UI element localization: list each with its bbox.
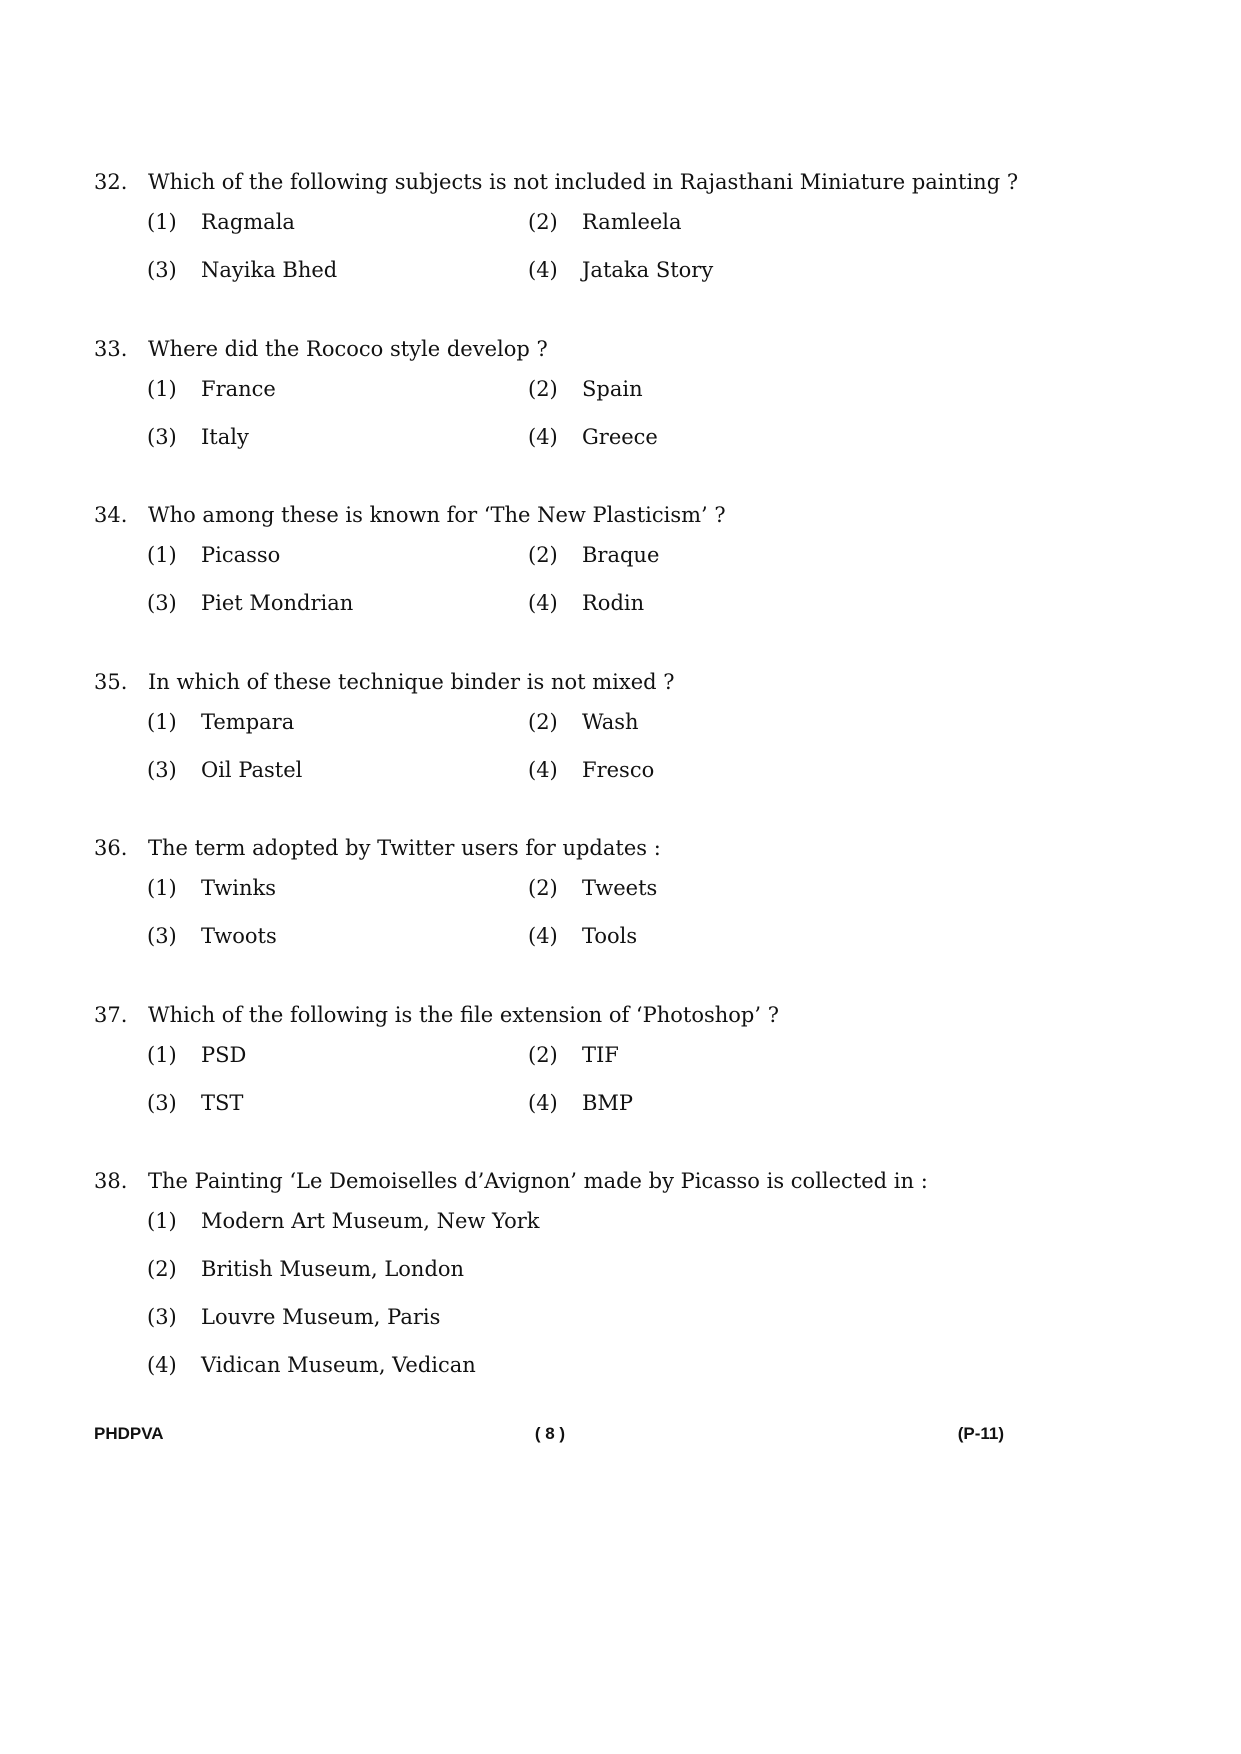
option-number: (3) <box>147 1091 177 1115</box>
option-number: (2) <box>528 1043 558 1067</box>
option-text: Jataka Story <box>582 258 714 282</box>
question-stem <box>0 834 1100 862</box>
option-number: (3) <box>147 591 177 615</box>
option-text: Picasso <box>201 543 281 567</box>
question-stem <box>0 335 1100 363</box>
option-text: Wash <box>582 710 639 734</box>
option-text: Rodin <box>582 591 645 615</box>
option-number: (1) <box>147 710 177 734</box>
option-number: (1) <box>147 1209 177 1233</box>
option-text: Oil Pastel <box>201 758 303 782</box>
option-number: (1) <box>147 210 177 234</box>
question-number: 34. <box>94 503 128 527</box>
option-number: (4) <box>147 1353 177 1377</box>
option-text: Fresco <box>582 758 655 782</box>
question-text: Where did the Rococo style develop ? <box>148 337 548 361</box>
option-number: (3) <box>147 1305 177 1329</box>
option-text: TST <box>201 1091 244 1115</box>
option-text: Ramleela <box>582 210 682 234</box>
question-number: 38. <box>94 1169 128 1193</box>
question-text: In which of these technique binder is not mixed ? <box>148 670 675 694</box>
option-text: BMP <box>582 1091 634 1115</box>
option-number: (2) <box>528 377 558 401</box>
option-number: (2) <box>528 543 558 567</box>
option-text: Ragmala <box>201 210 295 234</box>
option-text: Braque <box>582 543 660 567</box>
page-number: ( 8 ) <box>534 1424 566 1443</box>
option-number: (1) <box>147 1043 177 1067</box>
option-number: (3) <box>147 425 177 449</box>
question-number: 36. <box>94 836 128 860</box>
option-number: (3) <box>147 258 177 282</box>
question-number: 33. <box>94 337 128 361</box>
question-stem <box>0 1001 1100 1029</box>
option-text: Tempara <box>201 710 295 734</box>
option-text: British Museum, London <box>201 1257 465 1281</box>
question-text: Which of the following is the file extension of ‘Photoshop’ ? <box>148 1003 779 1027</box>
option-number: (4) <box>528 1091 558 1115</box>
question-text: Who among these is known for ‘The New Plasticism’ ? <box>148 503 726 527</box>
set-code: (P-11) <box>957 1424 1004 1443</box>
option-text: Louvre Museum, Paris <box>201 1305 441 1329</box>
option-number: (2) <box>147 1257 177 1281</box>
option-text: Vidican Museum, Vedican <box>201 1353 476 1377</box>
option-number: (2) <box>528 876 558 900</box>
question-number: 35. <box>94 670 128 694</box>
question-number: 32. <box>94 170 128 194</box>
page-footer <box>0 1422 1100 1446</box>
question-stem <box>0 668 1100 696</box>
option-text: Italy <box>201 425 249 449</box>
question-stem <box>0 168 1100 196</box>
option-number: (4) <box>528 924 558 948</box>
option-text: Piet Mondrian <box>201 591 354 615</box>
option-text: Modern Art Museum, New York <box>201 1209 540 1233</box>
option-number: (1) <box>147 543 177 567</box>
option-text: Tweets <box>582 876 658 900</box>
paper-code: PHDPVA <box>94 1424 164 1443</box>
option-number: (4) <box>528 758 558 782</box>
question-text: The Painting ‘Le Demoiselles d’Avignon’ made by Picasso is collected in : <box>148 1169 928 1193</box>
option-text: Nayika Bhed <box>201 258 338 282</box>
option-text: France <box>201 377 276 401</box>
option-text: Spain <box>582 377 643 401</box>
question-stem <box>0 1167 1100 1195</box>
option-number: (3) <box>147 758 177 782</box>
option-number: (1) <box>147 377 177 401</box>
option-number: (2) <box>528 210 558 234</box>
option-text: TIF <box>582 1043 619 1067</box>
option-number: (2) <box>528 710 558 734</box>
question-text: The term adopted by Twitter users for updates : <box>148 836 661 860</box>
option-number: (1) <box>147 876 177 900</box>
option-text: Tools <box>582 924 638 948</box>
option-number: (4) <box>528 425 558 449</box>
question-text: Which of the following subjects is not included in Rajasthani Miniature painting ? <box>148 170 1019 194</box>
option-text: PSD <box>201 1043 247 1067</box>
option-number: (4) <box>528 591 558 615</box>
option-number: (4) <box>528 258 558 282</box>
option-text: Twinks <box>201 876 276 900</box>
option-text: Greece <box>582 425 658 449</box>
option-number: (3) <box>147 924 177 948</box>
question-stem <box>0 501 1100 529</box>
question-number: 37. <box>94 1003 128 1027</box>
option-text: Twoots <box>201 924 277 948</box>
